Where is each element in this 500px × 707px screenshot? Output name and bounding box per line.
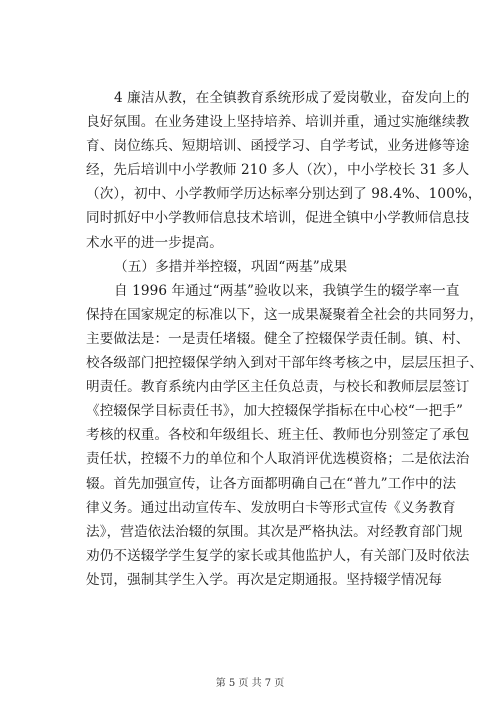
text-line: 辍。首先加强宣传，让各方面都明确自己在“普九”工作中的法	[86, 475, 457, 492]
text-line: 处罚，强制其学生入学。再次是定期通报。坚持辍学情况每	[86, 571, 443, 588]
text-line: 经，先后培训中小学教师 210 多人（次），中小学校长 31 多人	[86, 162, 470, 179]
text-line: 术水平的进一步提高。	[86, 234, 223, 251]
section-heading: （五）多措并举控辍，巩固“两基”成果	[114, 258, 348, 275]
page-footer	[0, 677, 500, 691]
text-line: 良好氛围。在业务建设上坚持培养、培训并重，通过实施继续教	[86, 114, 470, 131]
text-line: 4 廉洁从教，在全镇教育系统形成了爱岗敬业，奋发向上的	[114, 90, 470, 106]
text-line: 责任状，控辍不力的单位和个人取消评优选模资格；二是依法治	[86, 451, 470, 468]
text-line: 主要做法是：一是责任堵辍。健全了控辍保学责任制。镇、村、	[86, 330, 470, 347]
text-line: 考核的权重。各校和年级组长、班主任、教师也分别签定了承包	[86, 427, 470, 444]
text-line: 《控辍保学目标责任书》，加大控辍保学指标在中心校“一把手”	[86, 403, 464, 420]
text-line: 校各级部门把控辍保学纳入到对干部年终考核之中，层层压担子、	[86, 355, 484, 372]
text-line: 劝仍不送辍学学生复学的家长或其他监护人，有关部门及时依法	[86, 547, 470, 564]
body-text	[86, 86, 484, 592]
text-line: 明责任。教育系统内由学区主任负总责，与校长和教师层层签订	[86, 379, 470, 396]
text-line: 自 1996 年通过“两基”验收以来，我镇学生的辍学率一直	[114, 282, 460, 299]
text-line: 保持在国家规定的标准以下，这一成果凝聚着全社会的共同努力，	[86, 306, 484, 323]
page-number: 第 5 页 共 7 页	[215, 678, 285, 689]
text-line: 律义务。通过出动宣传车、发放明白卡等形式宣传《义务教育	[86, 499, 456, 516]
text-line: 法》，营造依法治辍的氛围。其次是严格执法。对经教育部门规	[86, 523, 463, 540]
text-line: （次），初中、小学教师学历达标率分别达到了 98.4%、100%，	[86, 186, 482, 203]
text-line: 同时抓好中小学教师信息技术培训，促进全镇中小学教师信息技	[86, 210, 470, 227]
text-line: 育、岗位练兵、短期培训、函授学习、自学考试，业务进修等途	[86, 138, 470, 155]
